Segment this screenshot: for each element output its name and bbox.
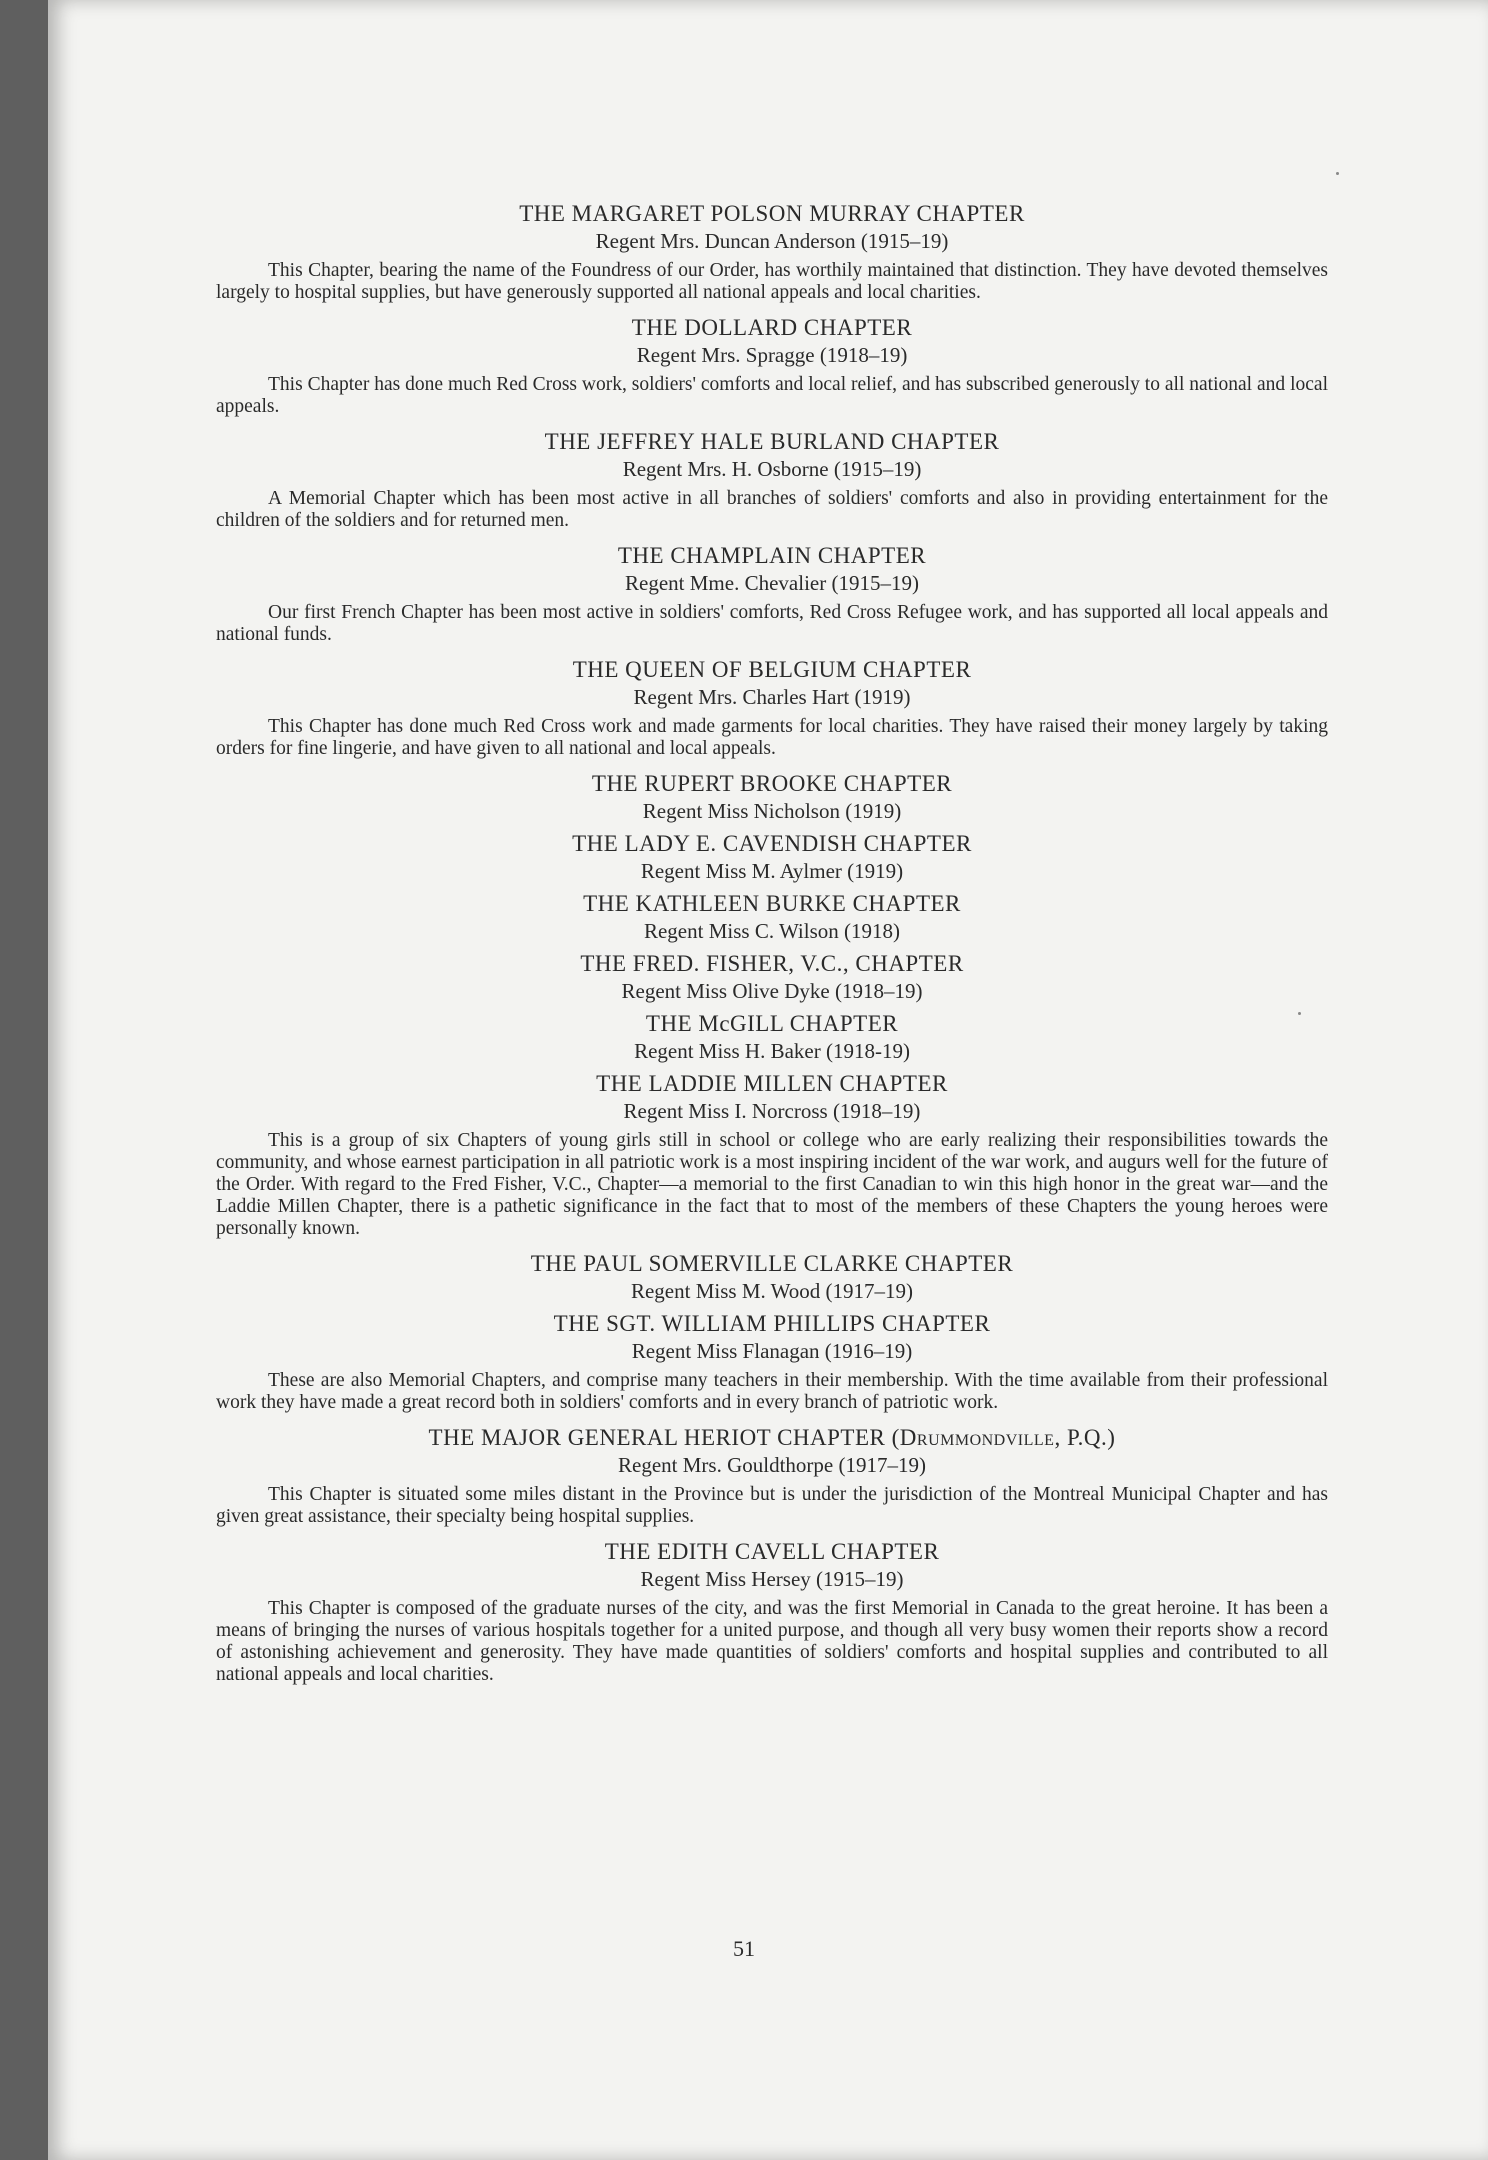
chapter-block — [216, 542, 1328, 646]
chapter-title: THE QUEEN OF BELGIUM CHAPTER — [572, 657, 972, 682]
chapter-block — [216, 314, 1328, 418]
chapter-block — [216, 1538, 1328, 1686]
chapter-title: THE PAUL SOMERVILLE CLARKE CHAPTER — [530, 1251, 1014, 1276]
chapter-description: This Chapter is situated some miles distant in the Province but is under the jurisdiction of the Montreal Municipal Chapter and has given great assistance, their specialty being hospital supplies. — [216, 1484, 1328, 1527]
chapter-title: THE LADDIE MILLEN CHAPTER — [596, 1071, 948, 1096]
group-description: This is a group of six Chapters of young girls still in school or college who are early realizing their responsibilities towards the community, and whose earnest participation in all patriotic work is a most inspiring incident of the war work, and augurs well for the future of the Order. With regard to the Fred Fisher, V.C., Chapter—a memorial to the first Canadian to win this high honor in the great war—and the Laddie Millen Chapter, there is a pathetic significance in the fact that to most of the members of these Chapters the young heroes were personally known. — [216, 1130, 1328, 1239]
chapter-title: THE CHAMPLAIN CHAPTER — [617, 543, 927, 568]
chapter-title: THE KATHLEEN BURKE CHAPTER — [583, 891, 961, 916]
chapter-title: THE EDITH CAVELL CHAPTER — [604, 1539, 940, 1564]
chapter-title: THE MARGARET POLSON MURRAY CHAPTER — [519, 201, 1025, 226]
paper-speck — [1336, 172, 1339, 175]
chapter-title: THE DOLLARD CHAPTER — [631, 315, 913, 340]
chapter-description: This Chapter, bearing the name of the Foundress of our Order, has worthily maintained that distinction. They have devoted themselves largely to hospital supplies, but have generously supported all national appeals and local charities. — [216, 260, 1328, 303]
chapter-description: A Memorial Chapter which has been most active in all branches of soldiers' comforts and also in providing entertainment for the children of the soldiers and for returned men. — [216, 488, 1328, 531]
chapter-title: THE LADY E. CAVENDISH CHAPTER — [572, 831, 972, 856]
chapter-regent: Regent Miss C. Wilson (1918) — [643, 919, 901, 943]
chapter-regent: Regent Miss M. Wood (1917–19) — [630, 1279, 913, 1303]
chapter-description: Our first French Chapter has been most active in soldiers' comforts, Red Cross Refugee work, and has supported all local appeals and national funds. — [216, 602, 1328, 645]
chapter-description: This Chapter has done much Red Cross work, soldiers' comforts and local relief, and has subscribed generously to all national and local appeals. — [216, 374, 1328, 417]
chapter-description: This Chapter is composed of the graduate nurses of the city, and was the first Memorial in Canada to the great heroine. It has been a means of bringing the nurses of various hospitals together for a united purpose, and though all very busy women their reports show a record of astonishing achievement and generosity. They have made quantities of soldiers' comforts and hospital supplies and contributed to all national appeals and local charities. — [216, 1598, 1328, 1685]
chapter-regent: Regent Miss I. Norcross (1918–19) — [623, 1099, 921, 1123]
chapter-title — [216, 1424, 1328, 1452]
chapter-regent: Regent Miss Hersey (1915–19) — [640, 1567, 904, 1591]
chapter-regent: Regent Mrs. Duncan Anderson (1915–19) — [595, 229, 949, 253]
chapter-block — [216, 656, 1328, 760]
chapter-regent: Regent Mme. Chevalier (1915–19) — [625, 571, 919, 595]
book-page — [48, 0, 1488, 2160]
chapter-heading-group — [216, 1250, 1328, 1304]
chapter-regent: Regent Miss H. Baker (1918-19) — [634, 1039, 910, 1063]
chapter-title-text: THE MAJOR GENERAL HERIOT CHAPTER — [428, 1425, 886, 1450]
chapter-regent: Regent Miss M. Aylmer (1919) — [640, 859, 904, 883]
chapter-regent: Regent Mrs. Spragge (1918–19) — [636, 343, 908, 367]
chapter-regent: Regent Mrs. H. Osborne (1915–19) — [622, 457, 922, 481]
chapter-description: This Chapter has done much Red Cross work and made garments for local charities. They have raised their money largely by taking orders for fine lingerie, and have given to all national and local appeals. — [216, 716, 1328, 759]
chapter-title: THE RUPERT BROOKE CHAPTER — [591, 771, 953, 796]
paper-speck — [1298, 1012, 1301, 1015]
chapter-title: THE SGT. WILLIAM PHILLIPS CHAPTER — [553, 1311, 991, 1336]
chapter-heading-group — [216, 950, 1328, 1004]
chapter-regent: Regent Miss Nicholson (1919) — [642, 799, 902, 823]
chapter-regent: Regent Miss Olive Dyke (1918–19) — [621, 979, 923, 1003]
chapter-block — [216, 428, 1328, 532]
page-number: 51 — [733, 1936, 755, 1961]
chapter-heading-group — [216, 890, 1328, 944]
chapter-heading-group — [216, 1310, 1328, 1364]
chapter-block — [216, 1424, 1328, 1528]
chapter-title: THE FRED. FISHER, V.C., CHAPTER — [580, 951, 964, 976]
chapter-regent: Regent Mrs. Gouldthorpe (1917–19) — [618, 1453, 926, 1477]
memorial-description: These are also Memorial Chapters, and comprise many teachers in their membership. With the time available from their professional work they have made a great record both in soldiers' comforts and in every branch of patriotic work. — [216, 1370, 1328, 1413]
chapter-heading-group — [216, 770, 1328, 824]
chapter-heading-group — [216, 1070, 1328, 1124]
chapter-heading-group — [216, 1010, 1328, 1064]
chapter-regent: Regent Mrs. Charles Hart (1919) — [633, 685, 911, 709]
chapter-location: (Drummondville, P.Q.) — [891, 1425, 1116, 1450]
chapter-title: THE JEFFREY HALE BURLAND CHAPTER — [544, 429, 1000, 454]
chapter-heading-group — [216, 830, 1328, 884]
chapter-block — [216, 200, 1328, 304]
chapter-regent: Regent Miss Flanagan (1916–19) — [631, 1339, 913, 1363]
page-content — [216, 200, 1328, 1696]
chapter-title: THE McGILL CHAPTER — [645, 1011, 899, 1036]
